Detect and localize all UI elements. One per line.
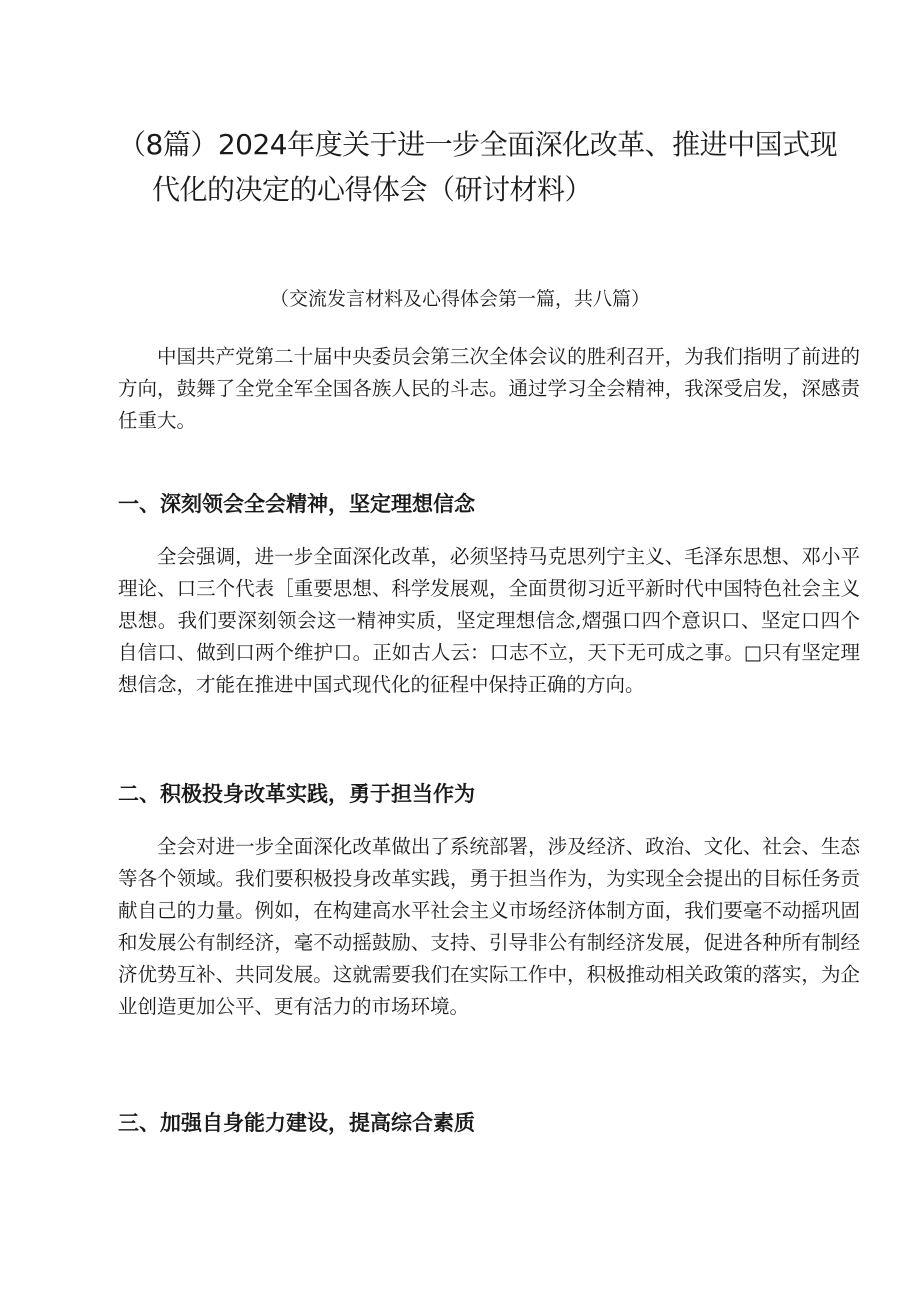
section-heading-3: 三、加强自身能力建设，提高综合素质 [118,1111,475,1135]
title-line-2: 代化的决定的心得体会（研讨材料） [152,173,593,206]
paragraph-intro: 中国共产党第二十届中央委员会第三次全体会议的胜利召开，为我们指明了前进的方向，鼓舞了全党全军全国各族人民的斗志。通过学习全会精神，我深受启发，深感责任重大。 [118,345,860,432]
paragraph-section-1: 全会强调，进一步全面深化改革，必须坚持马克思列宁主义、毛泽东思想、邓小平理论、口三个代表［重要思想、科学发展观，全面贯彻习近平新时代中国特色社会主义思想。我们要深刻领会这一精神实质，坚定理想信念,熠强口四个意识口、坚定口四个自信口、做到口两个维护口。正如古人云：口志不立，天下无可成之事。□只有坚定理想信念，才能在推进中国式现代化的征程中保持正确的方向。 [118,545,860,696]
document-subtitle: （交流发言材料及心得体会第一篇，共八篇） [269,288,650,310]
section-heading-2: 二、积极投身改革实践，勇于担当作为 [118,782,475,806]
title-line-1: （8篇）2024年度关于进一步全面深化改革、推进中国式现 [118,128,838,161]
section-heading-1: 一、深刻领会全会精神，坚定理想信念 [118,492,475,516]
paragraph-section-2: 全会对进一步全面深化改革做出了系统部署，涉及经济、政治、文化、社会、生态等各个领域。我们要积极投身改革实践，勇于担当作为，为实现全会提出的目标任务贡献自己的力量。例如，在构建高水平社会主义市场经济体制方面，我们要毫不动摇巩固和发展公有制经济，毫不动摇鼓励、支持、引导非公有制经济发展，促进各种所有制经济优势互补、共同发展。这就需要我们在实际工作中，积极推动相关政策的落实，为企业创造更加公平、更有活力的市场环境。 [118,835,860,1018]
document-title [118,122,878,212]
